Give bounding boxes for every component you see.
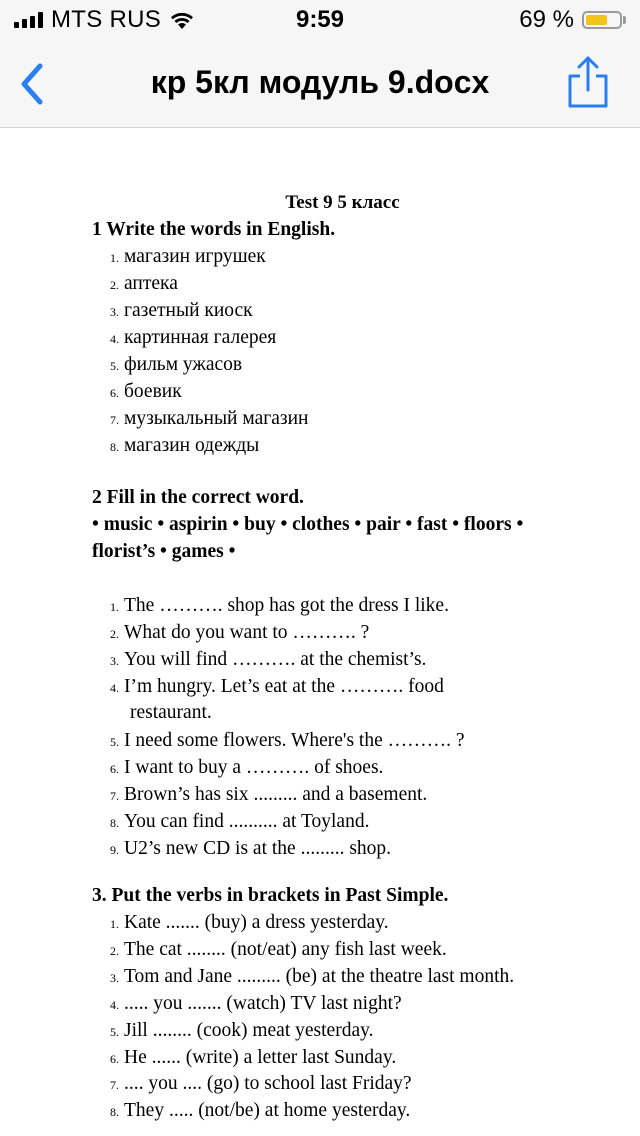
item-text: Jill ........ (cook) meat yesterday. [124,1019,374,1041]
section3-item [110,939,447,961]
item-text: фильм ужасов [124,354,243,375]
section3-item [110,993,402,1015]
item-text: .... you .... (go) to school last Friday? [124,1073,412,1095]
item-number: 3. [110,305,119,319]
section1-item [110,408,308,430]
item-text: Kate ....... (buy) a dress yesterday. [124,912,389,933]
item-text: He ...... (write) a letter last Sunday. [124,1046,397,1068]
item-text: You can find .......... at Toyland. [124,811,370,832]
item-text: The ………. shop has got the dress I like. [124,595,449,616]
item-number: 4. [110,332,119,346]
item-number: 1. [110,251,119,265]
item-number: 1. [110,600,119,614]
item-text: боевик [124,381,182,402]
item-number: 3. [110,970,119,985]
section1-item [110,435,259,457]
item-text: газетный киоск [124,300,253,321]
item-number: 8. [110,1105,119,1120]
item-number: 2. [110,943,119,958]
back-button[interactable] [12,58,52,110]
item-number: 8. [110,816,119,830]
section3-item [110,966,514,988]
item-number: 5. [110,1024,119,1039]
item-number: 7. [110,789,119,803]
section2-item [110,811,369,833]
section3-item [110,912,389,934]
item-text: U2’s new CD is at the ......... shop. [124,838,392,859]
nav-bar [0,40,640,128]
section1-item [110,273,178,295]
section2-item [110,838,391,860]
section2-item [110,757,383,779]
item-number: 2. [110,278,119,292]
item-text: Brown’s has six ......... and a basement. [124,784,428,805]
section1-item [110,300,253,322]
section3-item [110,1020,373,1042]
item-number: 8. [110,440,119,454]
battery-tip [623,16,626,24]
section2-item [110,784,427,806]
section2-item [110,622,369,644]
item-number: 6. [110,762,119,776]
section3-item [110,1047,396,1069]
section2-item4-continuation: restaurant. [130,702,212,723]
item-text: They ..... (not/be) at home yesterday. [124,1100,411,1122]
share-button[interactable] [564,54,612,110]
carrier-label: MTS RUS [51,6,162,33]
word-bank-line2: florist’s • games • [92,541,236,562]
section1-title: 1 Write the words in English. [92,219,336,240]
section2-item [110,595,449,617]
status-right [519,6,626,34]
section3-item [110,1100,410,1122]
item-text: магазин одежды [124,435,260,456]
item-text: You will find ………. at the chemist’s. [124,649,427,670]
item-number: 5. [110,735,119,749]
item-number: 2. [110,627,119,641]
share-icon [564,54,612,110]
section1-item [110,246,266,268]
item-number: 9. [110,843,119,857]
section1-item [110,327,276,349]
item-text: What do you want to ………. ? [124,622,370,643]
item-text: The cat ........ (not/eat) any fish last week. [124,938,447,960]
section3-title: 3. Put the verbs in brackets in Past Simple. [92,885,449,906]
item-number: 5. [110,359,119,373]
section2-item [110,730,465,752]
section3-item [110,1073,412,1095]
battery-fill [586,15,607,25]
item-text: I’m hungry. Let’s eat at the ………. food [124,676,444,697]
item-text: I want to buy a ………. of shoes. [124,757,384,778]
section1-item [110,381,182,403]
item-number: 3. [110,654,119,668]
section1-item [110,354,242,376]
word-bank-line1: • music • aspirin • buy • clothes • pair • fast • floors • [92,514,524,535]
item-number: 6. [110,386,119,400]
status-time: 9:59 [295,6,345,33]
section2-item [110,649,426,671]
item-number: 7. [110,413,119,427]
doc-heading: Test 9 5 класс [285,192,400,213]
document-view[interactable] [0,128,640,1136]
item-number: 4. [110,681,119,695]
item-number: 1. [110,917,119,931]
item-text: ..... you ....... (watch) TV last night? [124,992,402,1014]
item-text: магазин игрушек [124,246,266,267]
item-number: 4. [110,997,119,1012]
section2-item [110,676,444,698]
item-text: музыкальный магазин [124,408,309,429]
item-number: 7. [110,1078,119,1093]
chevron-left-icon [18,62,46,106]
battery-icon [582,11,622,29]
document-title: кр 5кл модуль 9.docx [150,64,490,100]
item-text: аптека [124,273,178,294]
item-text: картинная галерея [124,327,277,348]
status-bar [0,0,640,40]
item-text: I need some flowers. Where's the ………. ? [124,730,465,751]
item-text: Tom and Jane ......... (be) at the theatre last month. [124,965,515,987]
item-number: 6. [110,1051,119,1066]
section2-title: 2 Fill in the correct word. [92,487,304,508]
battery-percent: 69 % [519,6,574,33]
